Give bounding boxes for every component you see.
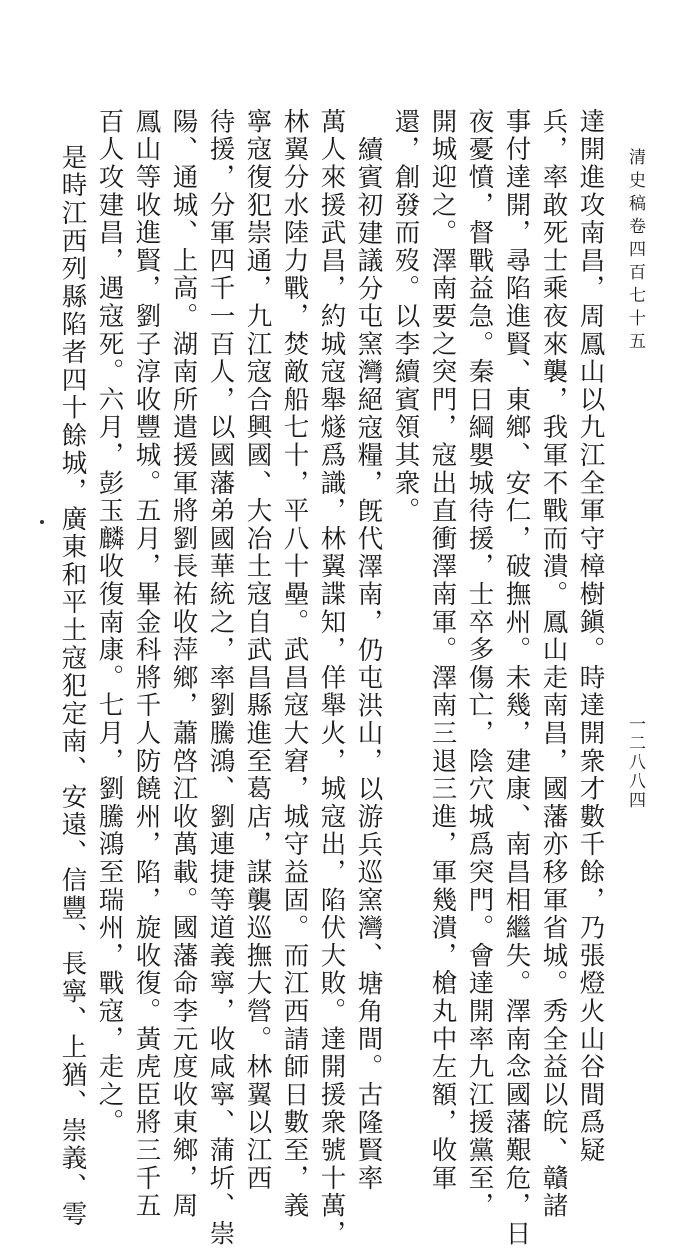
text-column: 百人攻建昌，遇寇死。六月，彭玉麟收復南康。七月，劉騰鴻至瑞州，戰寇，走之。: [94, 108, 125, 1137]
text-column: 達開進攻南昌，周鳳山以九江全軍守樟樹鎭。時達開衆才數千餘，乃張燈火山谷間爲疑: [575, 108, 606, 1165]
text-column: 還，創發而歿。以李續賓領其衆。: [390, 108, 421, 525]
ink-dot: [40, 520, 44, 524]
text-column: 開城迎之。澤南要之突門，寇出直衝澤南軍。澤南三退三進，軍幾潰，槍丸中左額，收軍: [427, 108, 458, 1193]
text-column: 事付達開，尋陷進賢、東鄉、安仁，破撫州。未幾，建康、南昌相繼失。澤南念國藩艱危，日: [501, 108, 532, 1248]
text-column: 鳳山等收進賢，劉子淳收豐城。五月，畢金科將千人防饒州，陷，旋收復。黃虎臣將三千五: [131, 108, 162, 1220]
text-column: 陽、通城、上高。湖南所遣援軍將劉長祐收萍鄉，蕭啓江收萬載。國藩命李元度收東鄉，周: [168, 108, 199, 1220]
text-column: 林翼分水陸力戰，焚敵船七十，平八十壘。武昌寇大窘，城守益固。而江西請師日數至，義: [279, 108, 310, 1220]
text-column: 寧寇復犯崇通，九江寇合興國、大冶土寇自武昌縣進至葛店，謀襲巡撫大營。林翼以江西: [242, 108, 273, 1193]
text-column: 萬人來援武昌，約城寇舉燧爲識，林翼諜知，佯舉火，城寇出，陷伏大敗。達開援衆號十萬，: [316, 108, 347, 1248]
page-number: 一二八八四: [625, 715, 645, 810]
text-column: 待援，分軍四千一百人，以國藩弟國華統之，率劉騰鴻、劉連捷等道義寧，收咸寧、蒲圻、崇: [205, 108, 236, 1248]
text-column: 續賓初建議分屯窯灣絕寇糧，旣代澤南，仍屯洪山，以游兵巡窯灣、塘角間。古隆賢率: [353, 136, 384, 1193]
running-header-title: 清史稿卷四百七十五: [625, 148, 645, 355]
text-column: 夜憂憤，督戰益急。秦日綱嬰城待援，士卒多傷亡，陰穴城爲突門。會達開率九江援黨至，: [464, 108, 495, 1220]
text-column: 兵，率敢死士乘夜來襲，我軍不戰而潰。鳳山走南昌，國藩亦移軍省城。秀全益以皖、贛諸: [538, 108, 569, 1220]
text-column: 是時江西列縣陷者四十餘城，廣東和平土寇犯定南、安遠、信豐、長寧、上猶、崇義、雩: [57, 144, 88, 1229]
